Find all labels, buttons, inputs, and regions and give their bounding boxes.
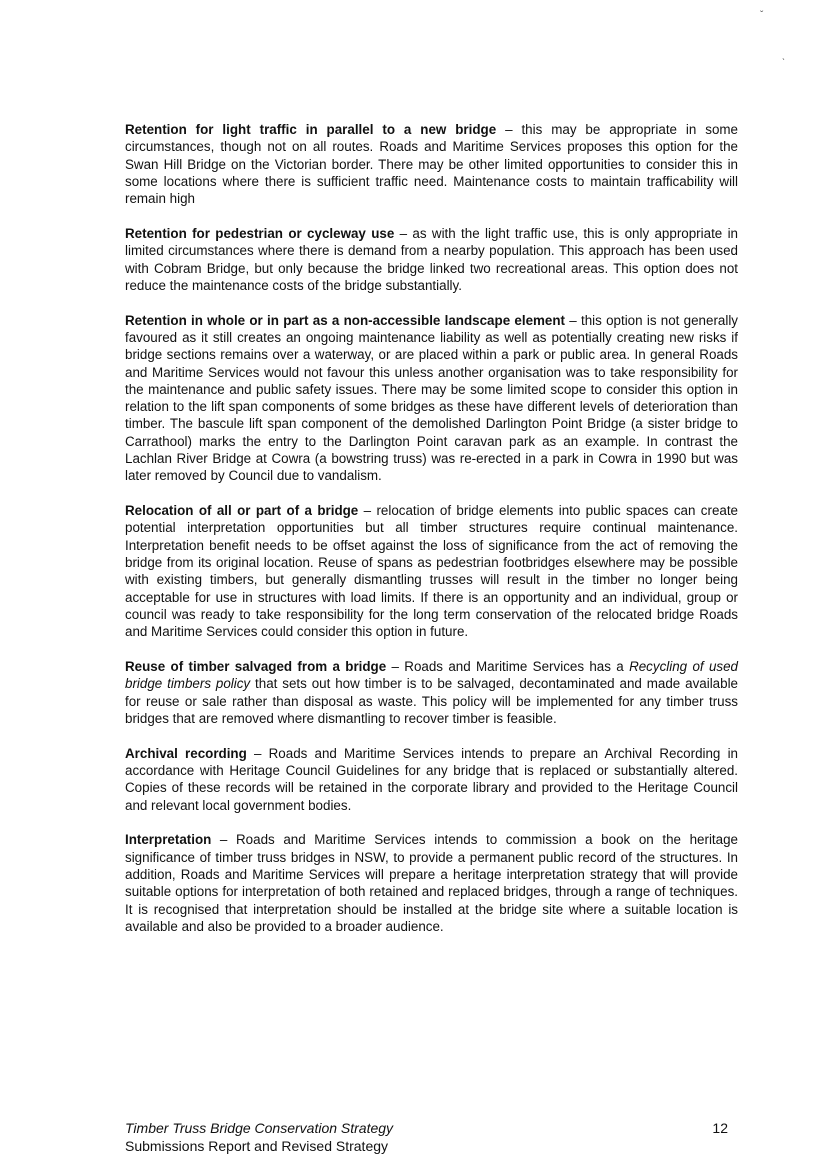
paragraph-heading: Archival recording xyxy=(125,745,247,761)
paragraph-landscape-element xyxy=(125,312,738,485)
footer-title-line-1: Timber Truss Bridge Conservation Strategy xyxy=(125,1120,394,1136)
scan-artifact-mark: ˎ xyxy=(782,50,786,61)
paragraph-text: – Roads and Maritime Services intends to commission a book on the heritage significance of timber truss bridges in NSW, to provide a permanent public record of the structures. In addition, Roads and Maritime Services will prepare a heritage interpretation strategy that will provide suitable options for interpretation of both retained and replaced bridges, through a range of techniques. It is recognised that interpretation should be installed at the bridge site where a suitable location is available and also be provided to a broader audience. xyxy=(125,832,738,934)
footer-document-title xyxy=(125,1119,728,1155)
paragraph-heading: Retention in whole or in part as a non-accessible landscape element xyxy=(125,312,566,328)
policy-title: Recycling of used bridge timbers policy xyxy=(125,659,738,692)
document-body xyxy=(125,121,738,953)
paragraph-text: – this may be appropriate in some circumstances, though not on all routes. Roads and Maritime Services proposes this option for the Swan Hill Bridge on the Victorian border. There may be other limited opportunities to consider this in some locations where there is sufficient traffic need. Maintenance costs to maintain trafficability will remain high xyxy=(125,122,738,207)
paragraph-timber-reuse xyxy=(125,658,738,727)
footer-title-line-2: Submissions Report and Revised Strategy xyxy=(125,1138,389,1154)
paragraph-text: – relocation of bridge elements into public spaces can create potential interpretation opportunities but all timber structures require continual maintenance. Interpretation benefit needs to be offset against the loss of significance from the act of removing the bridge from its original location. Reuse of spans as pedestrian footbridges elsewhere may be possible with existing timbers, but generally dismantling trusses will result in the timber no longer being acceptable for use in structures with load limits. If there is an opportunity and an individual, group or council was ready to take responsibility for the long term conservation of the relocated bridge Roads and Maritime Services could consider this option in future. xyxy=(125,503,739,640)
paragraph-text: – this option is not generally favoured as it still creates an ongoing maintenance liability as well as potentially creating new risks if bridge sections remains over a waterway, or are placed within a park or public area. In general Roads and Maritime Services would not favour this unless another organisation was to take responsibility for the maintenance and public safety issues. There may be some limited scope to consider this option in relation to the lift span components of some bridges as these have different levels of deterioration than timber. The bascule lift span component of the demolished Darlington Point Bridge (a sister bridge to Carrathool) marks the entry to the Darlington Point caravan park as an example. In contrast the Lachlan River Bridge at Cowra (a bowstring truss) was re-erected in a park in Cowra in 1990 but was later removed by Council due to vandalism. xyxy=(125,312,738,484)
paragraph-text: – Roads and Maritime Services has a xyxy=(386,659,630,675)
paragraph-heading: Interpretation xyxy=(125,832,212,848)
paragraph-text: – Roads and Maritime Services intends to prepare an Archival Recording in accordance with Heritage Council Guidelines for any bridge that is replaced or substantially altered. Copies of these records will be retained in the corporate library and provided to the Heritage Council and relevant local government bodies. xyxy=(125,745,738,813)
paragraph-pedestrian-cycleway xyxy=(125,225,738,294)
paragraph-heading: Reuse of timber salvaged from a bridge xyxy=(125,659,387,675)
paragraph-light-traffic xyxy=(125,121,738,207)
paragraph-archival-recording xyxy=(125,745,738,814)
paragraph-heading: Retention for light traffic in parallel to a new bridge xyxy=(125,122,497,137)
page-footer xyxy=(125,1119,728,1155)
paragraph-text: – as with the light traffic use, this is only appropriate in limited circumstances where there is demand from a nearby population. This approach has been used with Cobram Bridge, but only because the bridge linked two recreational areas. This option does not reduce the maintenance costs of the bridge substantially. xyxy=(125,225,738,293)
paragraph-heading: Retention for pedestrian or cycleway use xyxy=(125,225,395,241)
scan-artifact-mark: ˇ xyxy=(760,10,764,21)
page-number: 12 xyxy=(712,1120,728,1136)
paragraph-text: that sets out how timber is to be salvaged, decontaminated and made available for reuse or sale rather than disposal as waste. This policy will be implemented for any timber truss bridges that are removed where dismantling to recover timber is feasible. xyxy=(125,676,738,726)
paragraph-interpretation xyxy=(125,831,738,935)
paragraph-heading: Relocation of all or part of a bridge xyxy=(125,503,359,519)
paragraph-relocation xyxy=(125,502,738,640)
